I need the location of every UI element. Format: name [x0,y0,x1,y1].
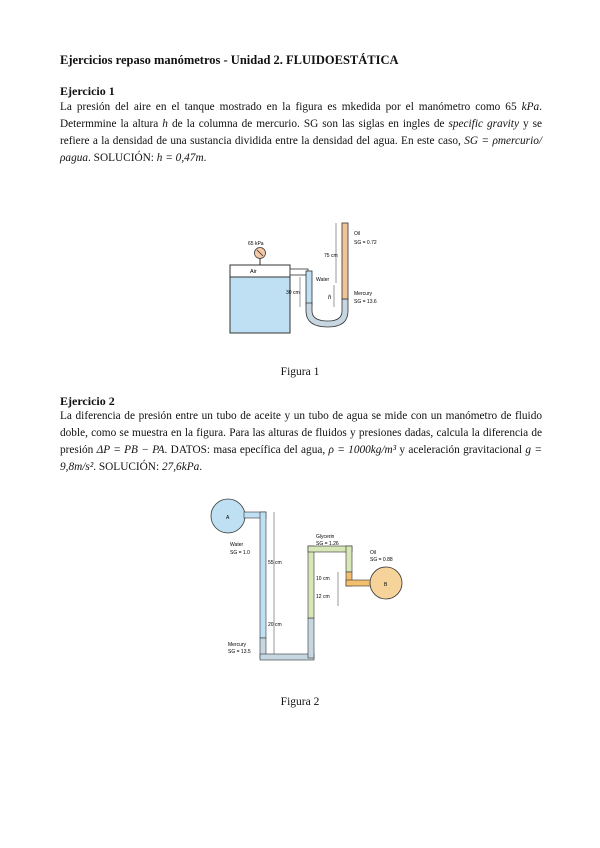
fig1-air-label: Air [250,269,257,275]
fig1-oil-label: Oil [354,231,361,237]
fig1-mercury-label: Mercury [354,291,373,297]
fig1-mercury-sg: SG = 13.6 [354,299,377,305]
fig2-dim-12: 12 cm [316,594,330,600]
fig2-dim-55: 55 cm [268,560,282,566]
fig2-pipe-b-label: B [384,582,388,588]
fig1-water-label: Water [316,277,330,283]
fig2-oil-sg: SG = 0.88 [370,557,393,563]
fig1-dim-30: 30 cm [286,290,300,296]
fig2-pipe-a-label: A [226,515,230,521]
figure-1-caption: Figura 1 [280,366,320,378]
fig2-water-label: Water [230,542,244,548]
fig2-glycerin-label: Glycerin [316,534,335,540]
fig1-h-label: h [328,295,332,301]
figure-2-caption: Figura 2 [280,696,320,708]
exercise-1-heading: Ejercicio 1 [60,84,115,98]
fig2-oil-label: Oil [370,550,377,556]
fig2-glycerin-sg: SG = 1.26 [316,541,339,547]
exercise-2-heading: Ejercicio 2 [60,394,115,408]
figure-2-double-fluid-manometer-diagram [206,496,416,666]
figure-1-manometer-diagram [220,215,390,335]
fig2-dim-20: 20 cm [268,622,282,628]
exercise-2-text: La diferencia de presión entre un tubo de aceite y un tubo de agua se mide con un manómetro de fluido doble, como se muestra en la figura. Para las alturas de fluidos y presiones dadas, calcula la diferencia de presión ΔP = PB − PA. DATOS: masa epecífica del agua, ρ = 1000kg/m³ y aceleración gravitacional g = 9,8m/s². SOLUCIÓN: 27,6kPa. [60,410,542,473]
fig1-oil-sg: SG = 0.72 [354,240,377,246]
fig2-water-sg: SG = 1.0 [230,550,250,556]
fig2-mercury-label: Mercury [228,642,247,648]
fig2-dim-10: 10 cm [316,576,330,582]
fig1-dim-75: 75 cm [324,253,338,259]
exercise-1-text: La presión del aire en el tanque mostrado en la figura es mkedida por el manómetro como 65 kPa. Determmine la altura h de la columna de mercurio. SG son las siglas en ingles de specific gravity y se refiere a la densidad de una sustancia dividida entre la densidad del agua. En este caso, SG = ρmercurio/ρagua. SOLUCIÓN: h = 0,47m. [60,101,542,164]
page-title: Ejercicios repaso manómetros - Unidad 2. FLUIDOESTÁTICA [60,53,399,67]
fig2-mercury-sg: SG = 13.5 [228,649,251,655]
fig1-gauge-label: 65 kPa [248,241,264,247]
